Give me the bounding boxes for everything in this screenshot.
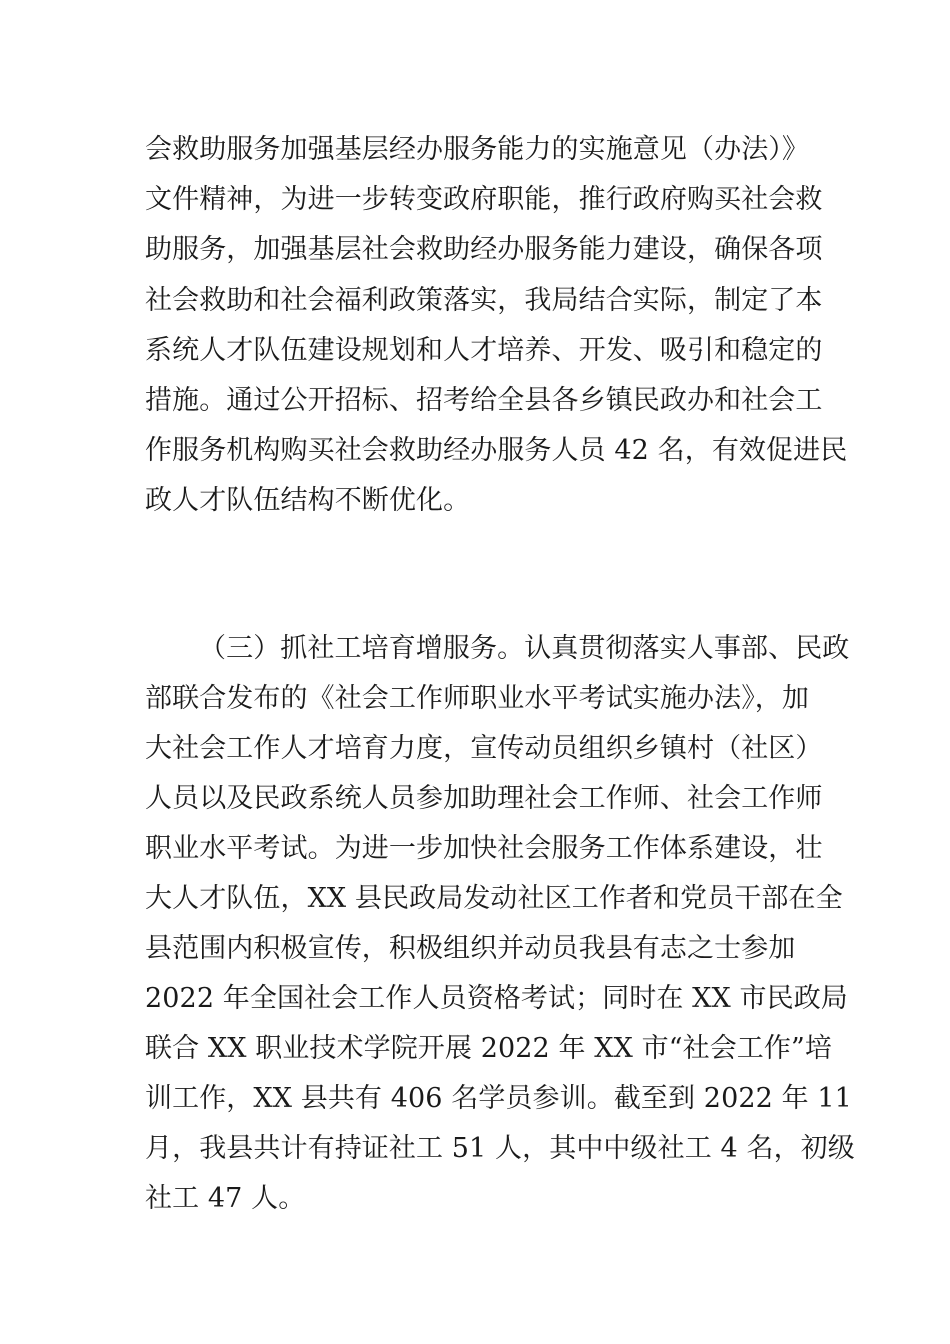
text-line: 措施。通过公开招标、招考给全县各乡镇民政办和社会工 (145, 385, 823, 416)
text-line: 训工作，XX 县共有 406 名学员参训。截至到 2022 年 11 (145, 1083, 852, 1114)
text-line: 助服务，加强基层社会救助经办服务能力建设，确保各项 (145, 234, 823, 265)
text-line: 政人才队伍结构不断优化。 (145, 485, 471, 516)
text-line: 作服务机构购买社会救助经办服务人员 42 名，有效促进民 (145, 435, 848, 466)
text-line: 社会救助和社会福利政策落实，我局结合实际，制定了本 (145, 285, 823, 316)
text-line: 县范围内积极宣传，积极组织并动员我县有志之士参加 (145, 933, 796, 964)
text-line: 大人才队伍，XX 县民政局发动社区工作者和党员干部在全 (145, 883, 843, 914)
section-heading-line: （三）抓社工培育增服务。认真贯彻落实人事部、民政 (199, 633, 850, 664)
text-line: 部联合发布的《社会工作师职业水平考试实施办法》，加 (145, 683, 809, 714)
text-line: 文件精神，为进一步转变政府职能，推行政府购买社会救 (145, 184, 823, 215)
text-line: 月，我县共计有持证社工 51 人，其中中级社工 4 名，初级 (145, 1133, 855, 1164)
text-line: 2022 年全国社会工作人员资格考试；同时在 XX 市民政局 (145, 983, 848, 1014)
text-line: 联合 XX 职业技术学院开展 2022 年 XX 市“社会工作”培 (145, 1033, 833, 1064)
text-line: 社工 47 人。 (145, 1183, 306, 1214)
text-line: 大社会工作人才培育力度，宣传动员组织乡镇村（社区） (145, 733, 823, 764)
text-line: 职业水平考试。为进一步加快社会服务工作体系建设，壮 (145, 833, 823, 864)
text-line: 系统人才队伍建设规划和人才培养、开发、吸引和稳定的 (145, 335, 823, 366)
text-line: 会救助服务加强基层经办服务能力的实施意见（办法）》 (145, 134, 809, 165)
text-line: 人员以及民政系统人员参加助理社会工作师、社会工作师 (145, 783, 823, 814)
